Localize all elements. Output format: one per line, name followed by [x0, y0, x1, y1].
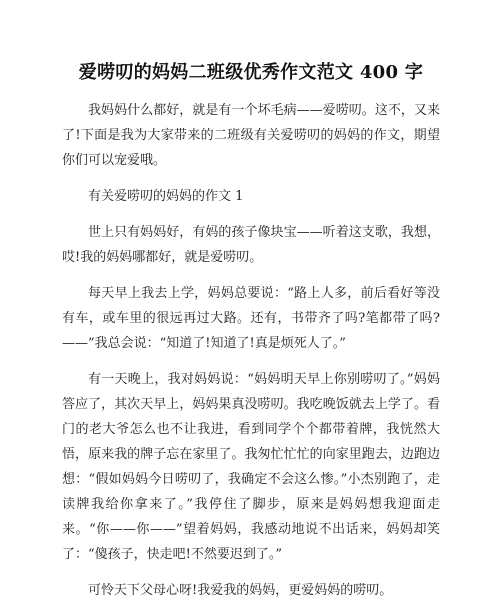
- document-title: 爱唠叨的妈妈二班级优秀作文范文 400 字: [78, 62, 424, 83]
- body-paragraph: 有一天晚上，我对妈妈说：“妈妈明天早上你别唠叨了。”妈妈答应了，其次天早上，妈妈果真没唠叨。我吃晚饭就去上学了。看门的老大爷怎么也不让我进，看到同学个个都带着牌，我恍然大悟，原来我的牌子忘在家里了。我匆忙忙忙的向家里跑去，边跑边想：“假如妈妈今日唠叨了，我确定不会这么惨。”小杰别跑了，走读牌我给你拿来了。”我停住了脚步，原来是妈妈想我迎面走来。“你——你——”望着妈妈，我感动地说不出话来，妈妈却笑了：“傻孩子，快走吧!不然要迟到了。”: [62, 372, 440, 562]
- document-page: [62, 60, 440, 614]
- body-paragraph: 每天早上我去上学，妈妈总要说：“路上人多，前后看好等没有车，或车里的很远再过大路。还有，书带齐了吗?笔都带了吗?——”我总会说：“知道了!知道了!真是烦死人了。”: [62, 286, 440, 351]
- essay-heading: 有关爱唠叨的妈妈的作文 1: [88, 189, 244, 204]
- closing-paragraph: 可怜天下父母心呀!我爱我的妈妈，更爱妈妈的唠叨。: [88, 583, 393, 598]
- intro-paragraph: 我妈妈什么都好，就是有一个坏毛病——爱唠叨。这不，又来了!下面是我为大家带来的二班级有关爱唠叨的妈妈的作文，期望你们可以宠爱哦。: [62, 103, 440, 168]
- body-paragraph: 世上只有妈妈好，有妈的孩子像块宝——听着这支歌，我想，哎!我的妈妈哪都好，就是爱唠叨。: [62, 225, 440, 265]
